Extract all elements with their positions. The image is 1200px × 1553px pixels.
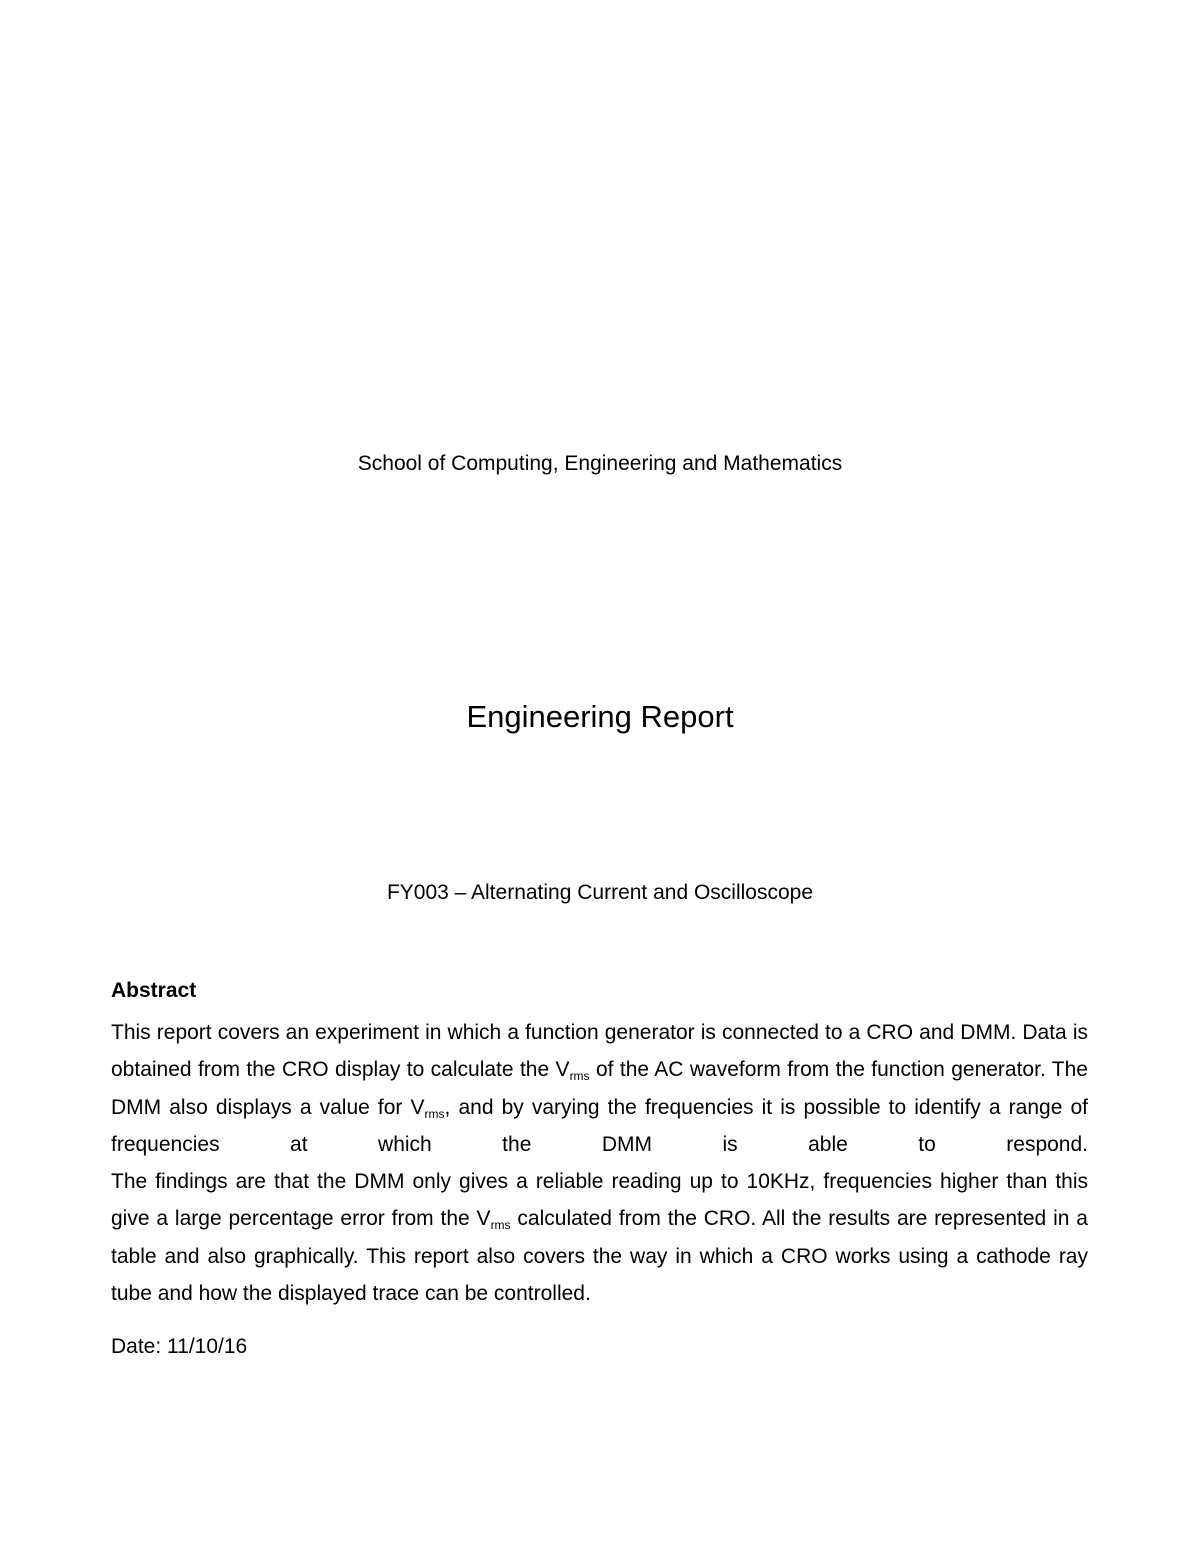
abstract-paragraph-2 [111,1163,1088,1312]
abstract-text: , and by varying the frequencies it is possible to identify a range of frequencies at which the DMM is able to respond. [111,1095,1088,1156]
vrms-subscript: rms [569,1069,590,1084]
abstract-heading: Abstract [111,979,197,1002]
abstract-body [111,1014,1088,1312]
abstract-text: of the AC waveform from the function generator. The DMM also displays a value for V [111,1058,1088,1119]
module-title: FY003 – Alternating Current and Oscilloscope [386,881,814,904]
abstract-text: This report covers an experiment in which a function generator is connected to a CRO and DMM. Data is obtained from the CRO display to calculate the V [111,1021,1088,1082]
vrms-subscript: rms [490,1218,511,1233]
abstract-paragraph-1 [111,1014,1088,1163]
vrms-subscript: rms [424,1106,445,1121]
abstract-text: calculated from the CRO. All the results are represented in a table and also graphically. This report also covers the way in which a CRO works using a cathode ray tube and how the displayed trace can be controlled. [111,1207,1088,1306]
school-name: School of Computing, Engineering and Mathematics [357,452,843,475]
abstract-text: The findings are that the DMM only gives a reliable reading up to 10KHz, frequencies higher than this give a large percentage error from the V [111,1170,1088,1231]
report-date: Date: 11/10/16 [111,1335,248,1358]
report-title: Engineering Report [466,699,734,734]
